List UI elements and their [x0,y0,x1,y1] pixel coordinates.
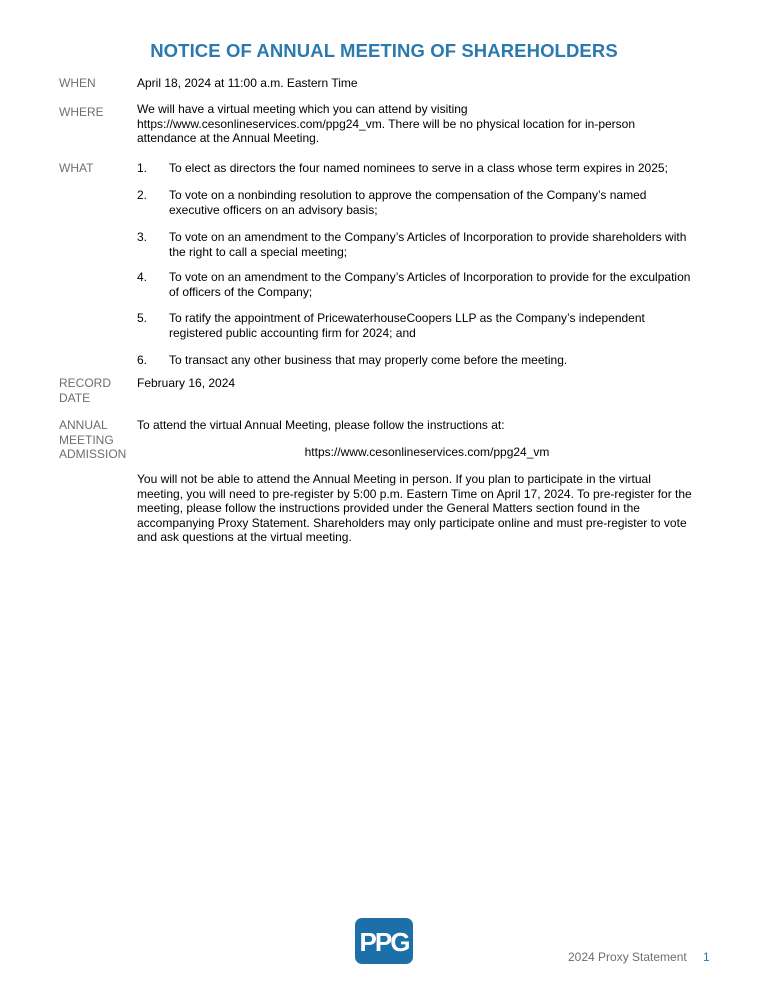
agenda-item [169,188,714,217]
agenda-item-number: 6. [137,353,148,367]
admission-intro: To attend the virtual Annual Meeting, please follow the instructions at: [137,418,505,432]
agenda-item-text: the right to call a special meeting; [169,244,348,259]
label-line: ADMISSION [59,447,127,461]
agenda-item-text: To ratify the appointment of PricewaterhouseCoopers LLP as the Company’s independent [169,311,645,325]
ppg-logo-graphic [355,918,413,964]
record-date-label [59,376,135,405]
agenda-item-number: 2. [137,188,148,202]
when-text: April 18, 2024 at 11:00 a.m. Eastern Time [137,76,358,90]
label-line: ANNUAL [59,418,108,432]
agenda-item-number: 3. [137,230,148,244]
admission-label [59,418,135,462]
where-line: https://www.cesonlineservices.com/ppg24_vm. There will be no physical location for in-person [137,116,636,131]
paragraph-line: meeting, please follow the instructions provided under the General Matters section found in the [137,501,640,515]
ppg-logo-text: PPG [359,927,409,957]
admission-url[interactable]: https://www.cesonlineservices.com/ppg24_vm [304,445,550,459]
when-label: WHEN [59,76,96,90]
what-label: WHAT [59,161,94,175]
agenda-item-number: 5. [137,311,148,325]
where-text [137,102,717,146]
agenda-item [169,311,714,340]
agenda-item-text: To vote on an amendment to the Company’s Articles of Incorporation to provide shareholders with [169,230,687,244]
admission-paragraph [137,472,717,545]
label-line: MEETING [59,432,114,447]
where-label: WHERE [59,105,104,119]
agenda-item [169,230,714,259]
agenda-item-number: 1. [137,161,148,175]
page-title: NOTICE OF ANNUAL MEETING OF SHAREHOLDERS [150,40,618,61]
agenda-item-text: registered public accounting firm for 2024; and [169,325,416,340]
where-line: We will have a virtual meeting which you can attend by visiting [137,102,468,116]
paragraph-line: and ask questions at the virtual meeting. [137,530,352,544]
agenda-item [169,161,714,176]
label-line: RECORD [59,376,112,390]
agenda-item-text: To elect as directors the four named nominees to serve in a class whose term expires in 2025; [169,161,668,175]
agenda-item [169,270,714,299]
agenda-item-text: of officers of the Company; [169,284,313,299]
agenda-item [169,353,714,368]
footer-label: 2024 Proxy Statement [568,950,687,964]
paragraph-line: accompanying Proxy Statement. Shareholders may only participate online and must pre-register to vote [137,515,687,530]
agenda-item-text: To transact any other business that may properly come before the meeting. [169,353,568,367]
ppg-logo [355,918,413,964]
where-line: attendance at the Annual Meeting. [137,131,320,145]
record-date-text: February 16, 2024 [137,376,236,390]
paragraph-line: You will not be able to attend the Annual Meeting in person. If you plan to participate in the virtual [137,472,651,486]
agenda-item-text: executive officers on an advisory basis; [169,202,378,217]
label-line: DATE [59,390,91,405]
agenda-item-text: To vote on an amendment to the Company’s Articles of Incorporation to provide for the exculpation [169,270,691,284]
paragraph-line: meeting, you will need to pre-register by 5:00 p.m. Eastern Time on April 17, 2024. To pre-register for the [137,486,692,501]
agenda-item-number: 4. [137,270,148,284]
page-number: 1 [703,950,710,964]
agenda-item-text: To vote on a nonbinding resolution to approve the compensation of the Company’s named [169,188,647,202]
